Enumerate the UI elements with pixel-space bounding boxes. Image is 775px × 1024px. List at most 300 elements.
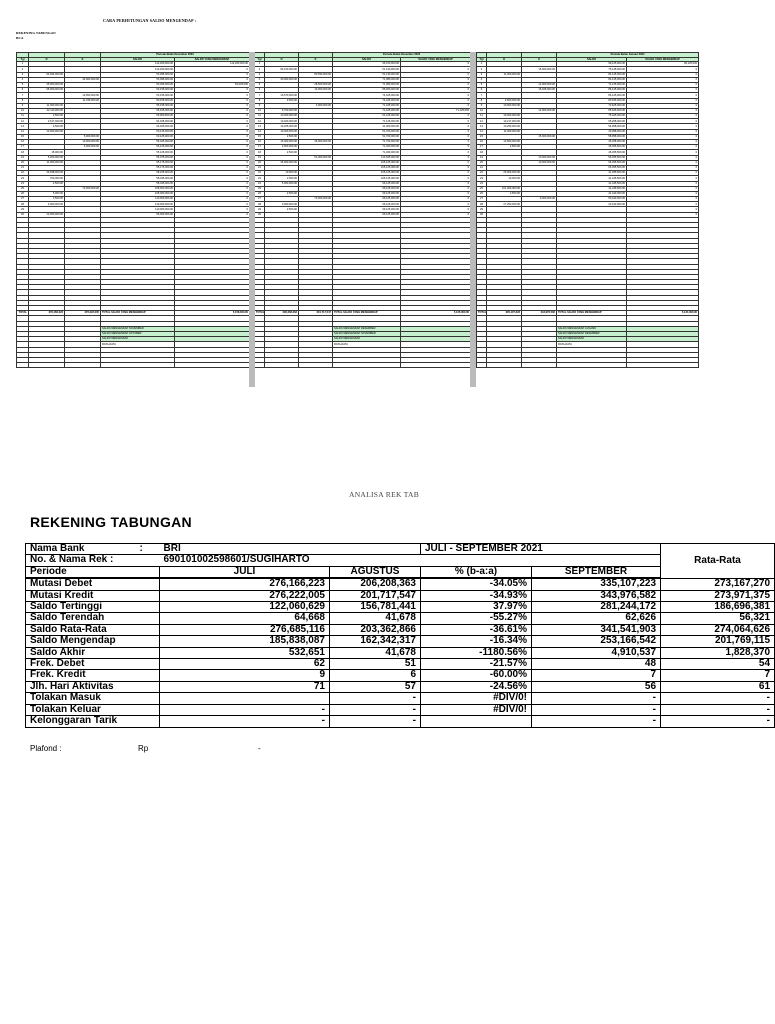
table-cell: 10,200,000.00 (487, 114, 522, 119)
table-cell: 6 (477, 88, 487, 93)
table-cell: 113,025,000.00 (333, 155, 401, 160)
col-agustus: AGUSTUS (330, 566, 421, 578)
table-cell: 22 (17, 171, 29, 176)
table-cell: 12 (477, 119, 487, 124)
table-cell: 112,260,000.00 (175, 62, 250, 67)
table-cell: 2,500.00 (265, 207, 299, 212)
table-cell: 96,150,000.00 (333, 62, 401, 67)
table-cell: 4 (17, 77, 29, 82)
value-september: 343,976,582 (532, 590, 661, 601)
month-table (254, 52, 471, 368)
value-rata-rata: 274,064,626 (661, 624, 775, 635)
value-agustus: 206,208,363 (330, 578, 421, 590)
table-cell: 0 (175, 114, 250, 119)
table-cell: 5,200,000.00 (29, 155, 65, 160)
table-cell: 0 (401, 67, 471, 72)
table-cell: 3 (17, 72, 29, 77)
value-juli: - (160, 716, 330, 727)
table-cell: 30,000,000.00 (265, 77, 299, 82)
table-cell: 9 (255, 103, 265, 108)
table-cell: 0 (401, 72, 471, 77)
period-header: Periode Bulan November 2023 (101, 53, 250, 58)
table-cell: 0 (175, 160, 250, 165)
norek-label: No. & Nama Rek : (26, 555, 160, 566)
table-cell: 10,225,000.00 (265, 124, 299, 129)
table-cell: 16 (17, 140, 29, 145)
value-september: 48 (532, 659, 661, 670)
table-cell: 0 (175, 212, 250, 217)
table-cell: 10,000,000.00 (487, 103, 522, 108)
table-cell: 22 (255, 171, 265, 176)
value-juli: 276,685,116 (160, 624, 330, 635)
period-range: JULI - SEPTEMBER 2021 (421, 544, 661, 555)
table-cell: 99,125,000.00 (333, 181, 401, 186)
table-cell: 0 (627, 202, 699, 207)
table-cell: 27,250,000.00 (487, 202, 522, 207)
table-cell: 60,125,000.00 (101, 134, 175, 139)
column-header: SALDO (333, 57, 401, 62)
value-agustus: 203,362,866 (330, 624, 421, 635)
total-cell: 5,134,000.00 (627, 311, 699, 316)
table-divider (249, 52, 255, 387)
table-cell: 12,000,000.00 (29, 129, 65, 134)
table-cell: 28 (255, 202, 265, 207)
table-cell: 2,500.00 (265, 176, 299, 181)
table-cell: 0 (401, 171, 471, 176)
table-cell: 15 (255, 134, 265, 139)
table-cell: 26 (255, 191, 265, 196)
table-cell: 12 (255, 119, 265, 124)
table-cell: 0 (627, 98, 699, 103)
value-rata-rata: 54 (661, 659, 775, 670)
table-cell: 11,000,000.00 (29, 103, 65, 108)
summary-label: SALDO MENGENDAP JANUARI (557, 326, 627, 331)
table-cell: 0 (175, 197, 250, 202)
table-cell: 73,625,000.00 (557, 103, 627, 108)
table-cell: 43,958,000.00 (557, 129, 627, 134)
table-cell: 74,425,000.00 (333, 98, 401, 103)
table-cell: 24 (255, 181, 265, 186)
table-cell: 15,025,000.00 (522, 88, 557, 93)
table-cell: 99,125,000.00 (333, 212, 401, 217)
table-cell: 0 (401, 191, 471, 196)
table-cell: 58,345,000.00 (101, 176, 175, 181)
table-cell: 0 (175, 93, 250, 98)
total-cell: TOTAL (478, 311, 487, 315)
summary-label: SALDO MENGENDAP NOVEMBER (101, 326, 175, 331)
table-cell: 64,025,000.00 (101, 119, 175, 124)
value-rata-rata: 1,828,370 (661, 647, 775, 658)
period-header: Periode Bulan Januari 2024 (557, 53, 699, 58)
table-cell: 0 (401, 82, 471, 87)
table-cell: 28 (477, 202, 487, 207)
value-juli (160, 693, 330, 704)
table-cell: 0 (627, 176, 699, 181)
table-cell: 71,125,000.00 (333, 119, 401, 124)
table-cell: 7 (17, 93, 29, 98)
table-cell: 41,445,500.00 (557, 176, 627, 181)
column-header: K (65, 57, 101, 62)
value-juli: 64,668 (160, 613, 330, 624)
table-cell: 0 (627, 134, 699, 139)
value-pct: -21.57% (421, 659, 532, 670)
table-cell: 0 (627, 82, 699, 87)
table-cell: 28 (17, 202, 29, 207)
value-agustus: - (330, 716, 421, 727)
table-cell: 53,095,000.00 (101, 77, 175, 82)
table-cell: 74,125,000.00 (557, 82, 627, 87)
table-cell: 13,000,000.00 (299, 88, 333, 93)
value-agustus: 6 (330, 670, 421, 681)
table-cell: 28,500,000.00 (299, 82, 333, 87)
summary-row (26, 578, 775, 590)
table-cell: 99,125,000 (627, 62, 699, 67)
total-cell: TOTAL SALDO YANG MENGENDAP (333, 311, 401, 316)
table-cell: 2,500.00 (487, 145, 522, 150)
table-cell: 110,000,000.00 (101, 197, 175, 202)
table-cell: 0 (401, 186, 471, 191)
table-cell: 11,000,000.00 (29, 160, 65, 165)
table-cell: 5,000,000.00 (65, 134, 101, 139)
table-cell: 0 (175, 67, 250, 72)
value-agustus: 51 (330, 659, 421, 670)
table-cell: 3 (255, 72, 265, 77)
table-cell: 112,260,000.00 (101, 67, 175, 72)
table-cell: 0 (401, 150, 471, 155)
table-cell: 3,000,000.00 (265, 145, 299, 150)
table-cell: 0 (175, 181, 250, 186)
summary-row (26, 602, 775, 613)
table-cell: 2,500.00 (29, 181, 65, 186)
table-cell: 99,125,000.00 (557, 62, 627, 67)
bank-value: BRI (160, 544, 421, 555)
table-cell: 58,958,000.00 (557, 134, 627, 139)
value-pct (421, 716, 532, 727)
table-cell: 5 (477, 82, 487, 87)
table-cell: 0 (401, 202, 471, 207)
table-cell: 0 (401, 93, 471, 98)
table-cell: 0 (175, 103, 250, 108)
table-cell: 5,000,000.00 (265, 181, 299, 186)
table-cell: 71,380,000.00 (333, 77, 401, 82)
table-cell: 6,700,000.00 (265, 108, 299, 113)
table-cell: 10 (17, 108, 29, 113)
table-cell: 56,425,000.00 (101, 140, 175, 145)
table-cell: 2,500.00 (265, 191, 299, 196)
table-cell: 105,125,000.00 (333, 165, 401, 170)
table-cell: 0 (627, 165, 699, 170)
value-juli: 276,166,223 (160, 578, 330, 590)
table-cell: 50,443,000.00 (557, 197, 627, 202)
table-cell: 51,130,000.00 (333, 72, 401, 77)
table-cell: 23 (17, 176, 29, 181)
table-cell: 22,110,000.00 (29, 108, 65, 113)
table-cell: 6,000,000.00 (65, 145, 101, 150)
row-label: Saldo Tertinggi (26, 602, 160, 613)
table-cell: 6 (255, 88, 265, 93)
column-header: SALDO (557, 57, 627, 62)
total-cell: TOTAL SALDO YANG MENGENDAP (101, 311, 175, 316)
summary-label: RATA-RATA (557, 342, 627, 347)
table-cell: 53,025,000.00 (101, 82, 175, 87)
table-cell: 58,225,000.00 (101, 171, 175, 176)
table-cell: 99,125,000.00 (333, 207, 401, 212)
table-cell: 30 (477, 212, 487, 217)
total-cell: 5,125,000.00 (401, 311, 471, 316)
table-cell: 0 (175, 119, 250, 124)
table-cell: 10,400,000.00 (265, 129, 299, 134)
table-cell: 1 (255, 62, 265, 67)
table-cell: 25,000,000.00 (487, 171, 522, 176)
summary-row (26, 636, 775, 647)
table-cell: 0 (401, 145, 471, 150)
value-september: 4,910,537 (532, 647, 661, 658)
table-cell: 0 (401, 181, 471, 186)
table-cell: 0 (627, 103, 699, 108)
table-cell: 12 (17, 119, 29, 124)
table-cell: 0 (627, 207, 699, 212)
table-cell: 0 (627, 67, 699, 72)
value-agustus: 57 (330, 681, 421, 692)
table-cell: 2,500.00 (29, 114, 65, 119)
value-september: 281,244,172 (532, 602, 661, 613)
table-cell: 0 (627, 186, 699, 191)
total-cell: 335,107,223 (487, 311, 522, 316)
value-rata-rata: 186,696,381 (661, 602, 775, 613)
table-cell: 60,125,000.00 (101, 129, 175, 134)
table-cell: 0 (175, 207, 250, 212)
table-cell: 75,425,000.00 (557, 114, 627, 119)
table-cell: 0 (627, 160, 699, 165)
table-cell: 29 (17, 207, 29, 212)
table-cell: 51,700,000.00 (333, 129, 401, 134)
summary-row (26, 624, 775, 635)
table-divider (470, 52, 476, 387)
table-cell: 23,193,000.00 (557, 202, 627, 207)
total-cell: 201,717,547 (299, 311, 333, 316)
summary-row (26, 693, 775, 704)
table-cell: 6 (17, 88, 29, 93)
table-cell: 2 (17, 67, 29, 72)
table-cell: 30 (255, 212, 265, 217)
table-cell: 0 (175, 134, 250, 139)
table-cell: 0 (401, 212, 471, 217)
value-rata-rata: 273,167,270 (661, 578, 775, 590)
table-cell: 0 (175, 72, 250, 77)
row-label: Saldo Rata-Rata (26, 624, 160, 635)
table-cell: 0 (175, 176, 250, 181)
summary-label: SALDO MENGENDAP (557, 337, 627, 342)
table-cell: 75,125,000.00 (557, 67, 627, 72)
table-cell: 8 (255, 98, 265, 103)
table-cell: 0 (627, 171, 699, 176)
table-cell: 71,380,000.00 (333, 82, 401, 87)
total-cell: TOTAL SALDO YANG MENGENDAP (557, 311, 627, 316)
table-cell: 0 (175, 186, 250, 191)
document-subtitle (16, 31, 56, 41)
table-cell: 3,000,000.00 (299, 103, 333, 108)
table-cell: 23 (477, 176, 487, 181)
table-cell: 0 (627, 72, 699, 77)
value-pct: -34.05% (421, 578, 532, 590)
table-cell: 86,125,000.00 (557, 93, 627, 98)
table-cell: 27 (17, 197, 29, 202)
table-cell: 10,200,000.00 (265, 114, 299, 119)
row-label: Mutasi Kredit (26, 590, 160, 601)
analisa-heading: ANALISA REK TAB (348, 490, 419, 499)
table-cell: 95,000,000.00 (29, 88, 65, 93)
row-label: Tolakan Masuk (26, 693, 160, 704)
row-label: Frek. Kredit (26, 670, 160, 681)
table-cell: 19 (255, 155, 265, 160)
value-juli: 122,060,629 (160, 602, 330, 613)
value-juli: 276,222,005 (160, 590, 330, 601)
table-cell: 5,000.00 (29, 191, 65, 196)
table-cell: 30 (17, 212, 29, 217)
column-header: D (265, 57, 299, 62)
value-pct: #DIV/0! (421, 693, 532, 704)
table-cell: 2,500.00 (265, 134, 299, 139)
table-cell: 2 (477, 67, 487, 72)
col-pct: % (b-a:a) (421, 566, 532, 578)
table-cell: 0 (175, 202, 250, 207)
table-cell: 74,425,000.00 (333, 93, 401, 98)
table-cell: 0 (401, 140, 471, 145)
plafond-label: Plafond : (30, 744, 62, 753)
table-cell: 0 (401, 207, 471, 212)
summary-row (26, 704, 775, 715)
table-cell: 61,125,000.00 (333, 114, 401, 119)
table-cell: 0 (401, 98, 471, 103)
summary-label: SALDO MENGENDAP NOVEMBER (333, 331, 401, 336)
table-cell: 29 (255, 207, 265, 212)
table-cell: 0 (401, 155, 471, 160)
column-header: K (522, 57, 557, 62)
column-header: SALDO YANG MENGENDAP (627, 57, 699, 62)
bank-separator: : (136, 544, 160, 555)
table-cell: 14 (17, 129, 29, 134)
table-cell: 80,590,000.00 (299, 72, 333, 77)
table-cell: 58,345,000.00 (101, 181, 175, 186)
table-cell: 80,155,000.00 (101, 98, 175, 103)
table-cell: 20 (477, 160, 487, 165)
table-cell: 11 (477, 114, 487, 119)
rekening-summary-table (25, 543, 775, 728)
table-cell: 66,900,500.00 (101, 114, 175, 119)
table-cell: 21 (477, 165, 487, 170)
table-cell: 0 (401, 103, 471, 108)
column-header: Tgl (17, 57, 29, 62)
summary-row (26, 647, 775, 658)
value-rata-rata: 56,321 (661, 613, 775, 624)
table-cell: 3,000,000.00 (265, 202, 299, 207)
table-cell: 99,125,000.00 (333, 202, 401, 207)
table-cell: 10,000,000.00 (522, 160, 557, 165)
table-cell: 53,155,000.00 (101, 93, 175, 98)
value-agustus: - (330, 693, 421, 704)
column-header: Tgl (255, 57, 265, 62)
table-cell: 41,445,500.00 (557, 181, 627, 186)
table-cell: 11,335,000.00 (65, 98, 101, 103)
rekening-title: REKENING TABUNGAN (30, 514, 192, 530)
table-cell: 11,000,000.00 (487, 129, 522, 134)
table-cell: 18 (477, 150, 487, 155)
table-cell: 45,000,000.00 (29, 82, 65, 87)
table-cell: 85,625,000.00 (557, 108, 627, 113)
table-cell: 2,500.00 (265, 98, 299, 103)
plafond-line (30, 744, 261, 753)
table-cell: 99,125,000.00 (333, 191, 401, 196)
table-cell: 85,000,000.00 (333, 88, 401, 93)
table-cell: 0 (401, 129, 471, 134)
total-cell: 343,976,582 (522, 311, 557, 316)
table-cell: 0 (627, 181, 699, 186)
summary-label: RATA-RATA (101, 342, 175, 347)
table-cell: 96,000,000.00 (101, 212, 175, 217)
table-cell: 17 (255, 145, 265, 150)
table-cell: 3,000,000.00 (29, 202, 65, 207)
value-rata-rata: - (661, 693, 775, 704)
table-cell: 84,125,000.00 (557, 72, 627, 77)
period-header: Periode Bulan Desember 2023 (333, 53, 471, 58)
table-cell: 44,603,000.00 (65, 77, 101, 82)
value-pct: -16.34% (421, 636, 532, 647)
column-header: SALDO (101, 57, 175, 62)
value-agustus: 162,342,317 (330, 636, 421, 647)
table-cell: 0 (175, 124, 250, 129)
row-label: Frek. Debet (26, 659, 160, 670)
table-cell: 0 (627, 150, 699, 155)
value-rata-rata: - (661, 716, 775, 727)
table-cell: 0 (175, 165, 250, 170)
table-cell: 99,125,000.00 (333, 186, 401, 191)
column-header: SALDO YANG MENGENDAP (401, 57, 471, 62)
value-september: 335,107,223 (532, 578, 661, 590)
row-label: Saldo Akhir (26, 647, 160, 658)
table-cell: 0 (175, 129, 250, 134)
table-cell: 3 (477, 72, 487, 77)
table-cell: 71,425,000.00 (333, 108, 401, 113)
table-cell: 71,700,000.00 (333, 140, 401, 145)
value-september: - (532, 693, 661, 704)
table-cell: 0 (627, 212, 699, 217)
table-cell: 0 (401, 160, 471, 165)
table-cell: 0 (401, 77, 471, 82)
table-cell: 8 (477, 98, 487, 103)
column-header: Tgl (477, 57, 487, 62)
table-cell: 55,075,000.00 (101, 155, 175, 160)
value-pct: -36.61% (421, 624, 532, 635)
table-cell: 16 (477, 140, 487, 145)
table-cell: 41,455,500.00 (557, 171, 627, 176)
table-cell: 105,125,000.00 (333, 171, 401, 176)
value-agustus: 156,781,441 (330, 602, 421, 613)
value-september: 253,166,542 (532, 636, 661, 647)
column-header: D (487, 57, 522, 62)
table-cell: 22 (477, 171, 487, 176)
table-cell: 0 (175, 98, 250, 103)
table-cell: 65,175,000.00 (101, 160, 175, 165)
summary-label: RATA-RATA (333, 342, 401, 347)
table-cell: 71,425,000.00 (333, 103, 401, 108)
table-cell: 0 (627, 129, 699, 134)
value-rata-rata: - (661, 704, 775, 715)
table-cell: 73,000,000.00 (65, 186, 101, 191)
value-pct: -24.56% (421, 681, 532, 692)
total-cell: 206,208,363 (265, 311, 299, 316)
table-cell: 86,125,000.00 (557, 88, 627, 93)
table-cell: 0 (627, 114, 699, 119)
